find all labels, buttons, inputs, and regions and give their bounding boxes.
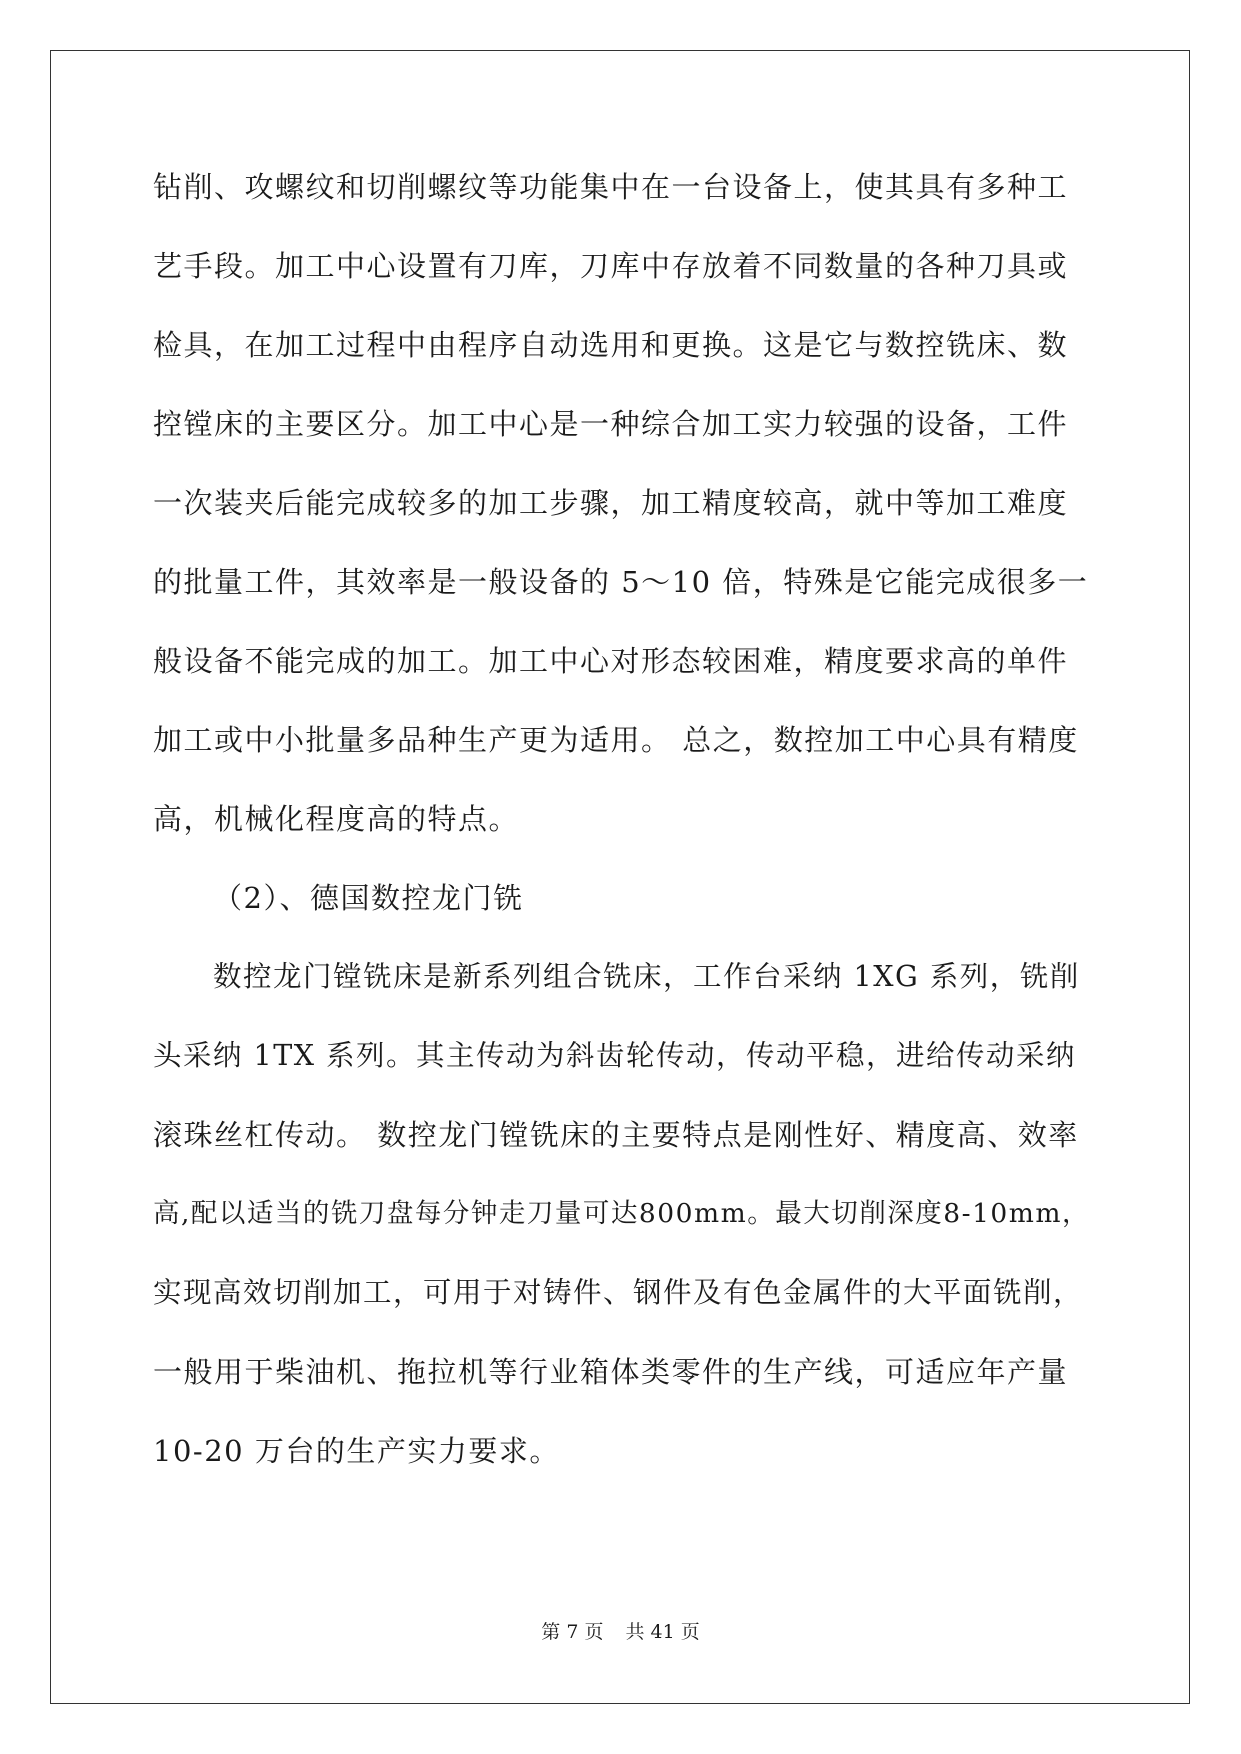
text-line: 一般用于柴油机、拖拉机等行业箱体类零件的生产线，可适应年产量 [153, 1355, 1069, 1389]
page-footer [0, 1620, 1241, 1644]
text-line: 控镗床的主要区分。加工中心是一种综合加工实力较强的设备，工件 [153, 407, 1069, 441]
text-line: 艺手段。加工中心设置有刀库，刀库中存放着不同数量的各种刀具或 [153, 249, 1069, 283]
text-line: 一次装夹后能完成较多的加工步骤，加工精度较高，就中等加工难度 [153, 486, 1069, 520]
text-line: 加工或中小批量多品种生产更为适用。 总之，数控加工中心具有精度 [153, 723, 1079, 757]
text-line: 般设备不能完成的加工。加工中心对形态较困难，精度要求高的单件 [153, 644, 1069, 678]
text-line: 10-20 万台的生产实力要求。 [153, 1434, 560, 1468]
text-line: 钻削、攻螺纹和切削螺纹等功能集中在一台设备上，使其具有多种工 [153, 170, 1069, 204]
text-line: 检具，在加工过程中由程序自动选用和更换。这是它与数控铣床、数 [153, 328, 1069, 362]
page-total: 共 41 页 [625, 1621, 700, 1643]
text-line: 的批量工件，其效率是一般设备的 5～10 倍，特殊是它能完成很多一 [153, 565, 1089, 599]
text-line: 实现高效切削加工，可用于对铸件、钢件及有色金属件的大平面铣削， [153, 1276, 1084, 1309]
page-number: 第 7 页 [541, 1621, 604, 1643]
text-line: 头采纳 1TX 系列。其主传动为斜齿轮传动，传动平稳，进给传动采纳 [153, 1039, 1077, 1072]
text-line: 高，机械化程度高的特点。 [153, 802, 520, 836]
text-line: 滚珠丝杠传动。 数控龙门镗铣床的主要特点是刚性好、精度高、效率 [153, 1118, 1079, 1152]
section-heading: （2）、德国数控龙门铣 [213, 881, 524, 915]
text-line: 数控龙门镗铣床是新系列组合铣床，工作台采纳 1XG 系列，铣削 [213, 960, 1080, 993]
text-line: 高,配以适当的铣刀盘每分钟走刀量可达800mm。最大切削深度8-10mm， [153, 1198, 1091, 1229]
